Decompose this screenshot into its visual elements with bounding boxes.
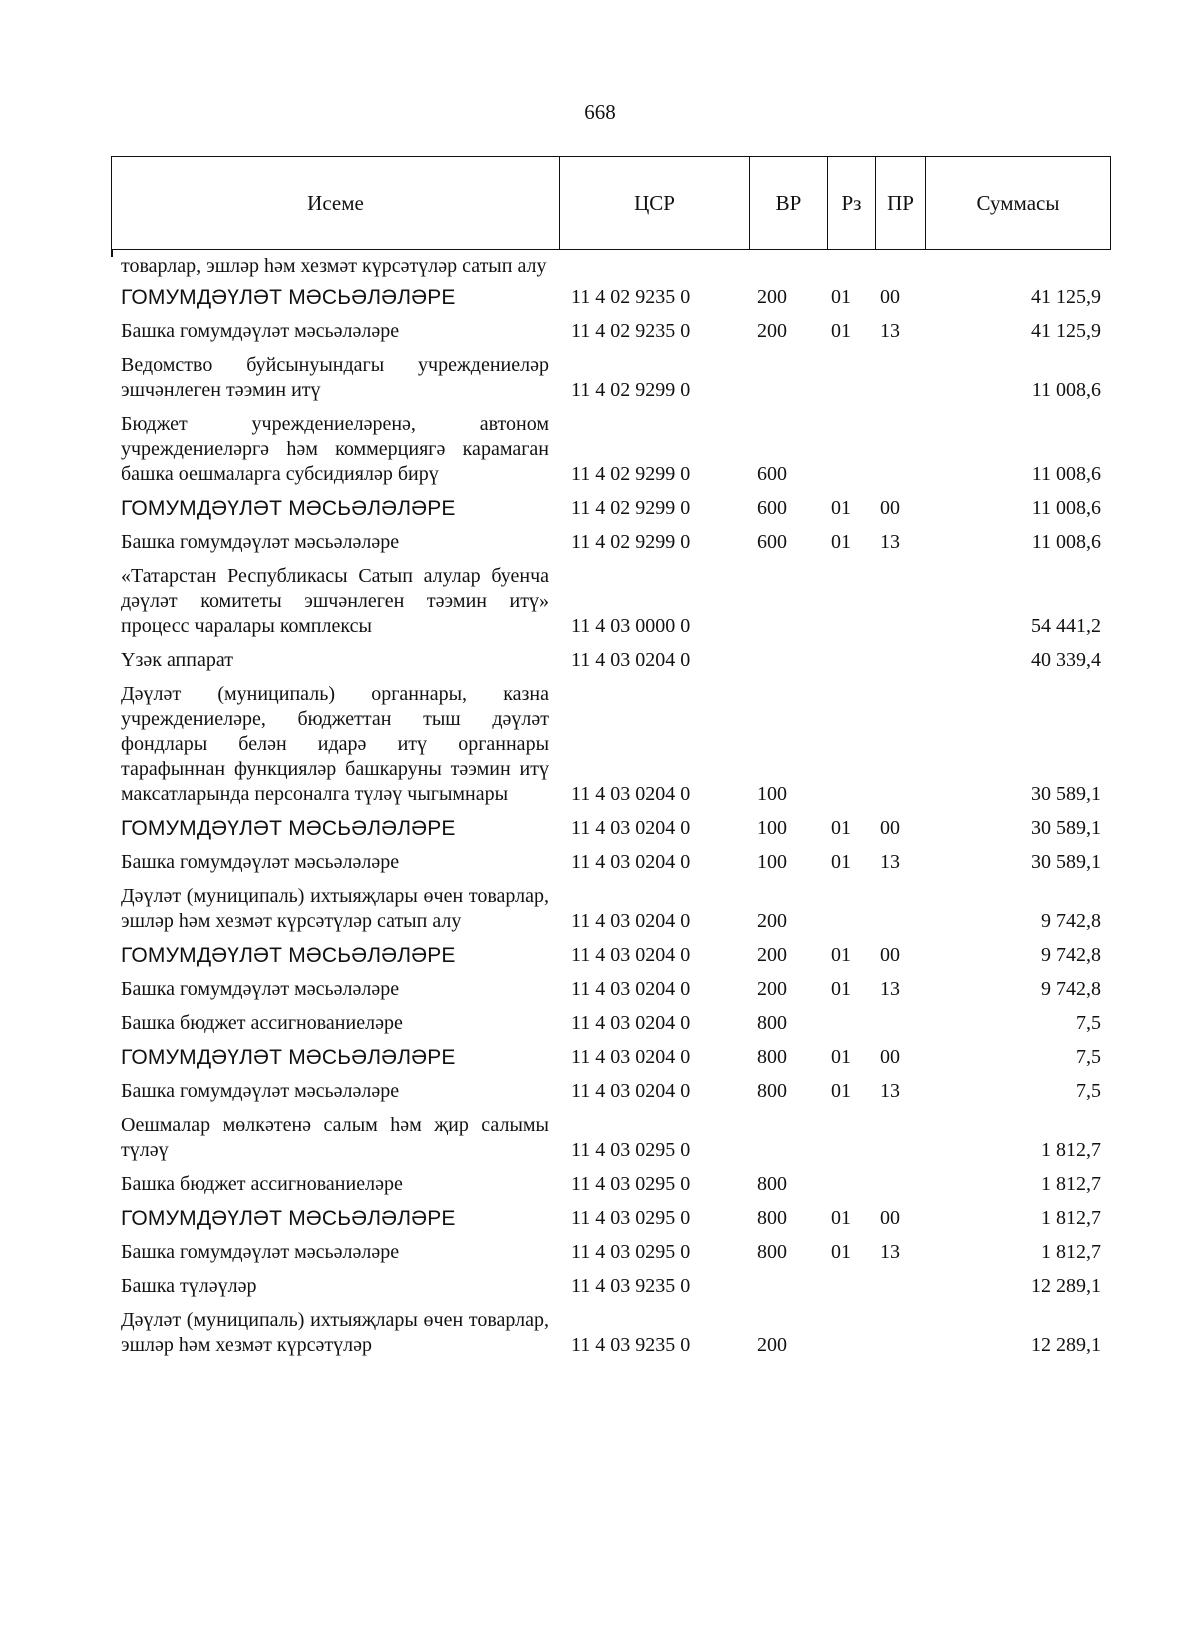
row-vr: 200 bbox=[757, 910, 787, 932]
row-sum: 11 008,6 bbox=[1031, 379, 1101, 401]
row-csr: 11 4 03 0204 0 bbox=[571, 851, 691, 873]
row-sum: 12 289,1 bbox=[1031, 1275, 1101, 1297]
row-name: Башка гомумдәүләт мәсьәләләре bbox=[121, 851, 400, 873]
row-name: Башка гомумдәүләт мәсьәләләре bbox=[121, 1080, 400, 1102]
row-sum: 9 742,8 bbox=[1041, 944, 1101, 966]
row-pr: 00 bbox=[880, 817, 900, 839]
row-sum: 41 125,9 bbox=[1031, 286, 1101, 308]
row-csr: 11 4 03 0204 0 bbox=[571, 1046, 691, 1068]
table-row bbox=[111, 977, 1111, 1002]
row-csr: 11 4 03 0204 0 bbox=[571, 1080, 691, 1102]
row-name: ГОМУМДӘҮЛӘТ МӘСЬӘЛӘЛӘРЕ bbox=[121, 1046, 456, 1069]
row-vr: 600 bbox=[757, 497, 787, 519]
row-rz: 01 bbox=[831, 944, 851, 966]
row-name: ГОМУМДӘҮЛӘТ МӘСЬӘЛӘЛӘРЕ bbox=[121, 944, 456, 967]
row-sum: 1 812,7 bbox=[1041, 1207, 1101, 1229]
row-sum: 54 441,2 bbox=[1031, 615, 1101, 637]
row-pr: 13 bbox=[880, 1080, 900, 1102]
row-sum: 11 008,6 bbox=[1031, 497, 1101, 519]
table-row bbox=[111, 816, 1111, 841]
table-row bbox=[111, 1045, 1111, 1070]
row-rz: 01 bbox=[831, 531, 851, 553]
row-vr: 800 bbox=[757, 1173, 787, 1195]
header-csr: ЦСР bbox=[560, 157, 750, 249]
table-header bbox=[111, 156, 1111, 250]
table-row bbox=[111, 884, 1111, 934]
row-csr: 11 4 02 9299 0 bbox=[571, 531, 691, 553]
table-row bbox=[111, 1113, 1111, 1163]
row-csr: 11 4 03 0295 0 bbox=[571, 1207, 691, 1229]
table-row bbox=[111, 353, 1111, 403]
row-vr: 100 bbox=[757, 817, 787, 839]
table-row bbox=[111, 1240, 1111, 1265]
row-name: Башка гомумдәүләт мәсьәләләре bbox=[121, 1241, 400, 1263]
row-pr: 13 bbox=[880, 978, 900, 1000]
row-sum: 7,5 bbox=[1076, 1080, 1101, 1102]
row-sum: 30 589,1 bbox=[1031, 783, 1101, 805]
row-name: Башка бюджет ассигнованиеләре bbox=[121, 1012, 403, 1034]
row-rz: 01 bbox=[831, 1080, 851, 1102]
row-csr: 11 4 03 0204 0 bbox=[571, 944, 691, 966]
row-name: Дәүләт (муниципаль) ихтыяҗлары өчен товарлар, эшләр һәм хезмәт күрсәтүләр bbox=[121, 1309, 549, 1356]
row-vr: 100 bbox=[757, 783, 787, 805]
row-vr: 800 bbox=[757, 1080, 787, 1102]
row-csr: 11 4 03 0204 0 bbox=[571, 978, 691, 1000]
row-sum: 11 008,6 bbox=[1031, 463, 1101, 485]
row-rz: 01 bbox=[831, 851, 851, 873]
row-pr: 00 bbox=[880, 286, 900, 308]
row-csr: 11 4 03 0295 0 bbox=[571, 1241, 691, 1263]
row-pr: 00 bbox=[880, 944, 900, 966]
row-rz: 01 bbox=[831, 286, 851, 308]
table-row bbox=[111, 1308, 1111, 1358]
row-csr: 11 4 03 9235 0 bbox=[571, 1334, 691, 1356]
table-row bbox=[111, 285, 1111, 310]
row-name: ГОМУМДӘҮЛӘТ МӘСЬӘЛӘЛӘРЕ bbox=[121, 497, 456, 520]
row-rz: 01 bbox=[831, 1046, 851, 1068]
table-row bbox=[111, 1206, 1111, 1231]
row-sum: 41 125,9 bbox=[1031, 320, 1101, 342]
row-sum: 1 812,7 bbox=[1041, 1241, 1101, 1263]
row-name: ГОМУМДӘҮЛӘТ МӘСЬӘЛӘЛӘРЕ bbox=[121, 286, 456, 309]
table-row bbox=[111, 1274, 1111, 1299]
row-name: Дәүләт (муниципаль) органнары, казна учреждениеләре, бюджеттан тыш дәүләт фондлары белән идарә итү органнары тарафыннан функцияләр башкаруны тәэмин итү максатларында персоналга түләү чыгымнары bbox=[121, 683, 549, 805]
row-sum: 1 812,7 bbox=[1041, 1139, 1101, 1161]
row-name: Башка гомумдәүләт мәсьәләләре bbox=[121, 531, 400, 553]
table-row bbox=[111, 319, 1111, 344]
row-vr: 800 bbox=[757, 1207, 787, 1229]
row-csr: 11 4 03 0204 0 bbox=[571, 783, 691, 805]
row-vr: 800 bbox=[757, 1012, 787, 1034]
row-rz: 01 bbox=[831, 978, 851, 1000]
row-sum: 9 742,8 bbox=[1041, 910, 1101, 932]
row-csr: 11 4 03 0000 0 bbox=[571, 615, 691, 637]
table-body bbox=[111, 254, 1111, 1367]
row-vr: 200 bbox=[757, 944, 787, 966]
table-row bbox=[111, 530, 1111, 555]
page-number: 668 bbox=[584, 100, 616, 124]
header-vr: ВР bbox=[750, 157, 828, 249]
row-sum: 7,5 bbox=[1076, 1012, 1101, 1034]
row-name: товарлар, эшләр һәм хезмәт күрсәтүләр сатып алу bbox=[121, 255, 547, 277]
table-row bbox=[111, 943, 1111, 968]
row-csr: 11 4 03 0204 0 bbox=[571, 649, 691, 671]
row-vr: 100 bbox=[757, 851, 787, 873]
row-sum: 9 742,8 bbox=[1041, 978, 1101, 1000]
row-name: Ведомство буйсынуындагы учреждениеләр эшчәнлеген тәэмин итү bbox=[121, 354, 549, 401]
row-csr: 11 4 03 0295 0 bbox=[571, 1173, 691, 1195]
row-name: Башка түләүләр bbox=[121, 1275, 257, 1297]
row-name: Үзәк аппарат bbox=[121, 649, 233, 671]
row-vr: 200 bbox=[757, 286, 787, 308]
row-rz: 01 bbox=[831, 320, 851, 342]
row-csr: 11 4 03 0204 0 bbox=[571, 817, 691, 839]
row-pr: 13 bbox=[880, 531, 900, 553]
row-vr: 200 bbox=[757, 1334, 787, 1356]
row-vr: 800 bbox=[757, 1046, 787, 1068]
row-pr: 13 bbox=[880, 1241, 900, 1263]
table-row bbox=[111, 564, 1111, 639]
row-csr: 11 4 02 9299 0 bbox=[571, 497, 691, 519]
row-sum: 12 289,1 bbox=[1031, 1334, 1101, 1356]
row-vr: 600 bbox=[757, 463, 787, 485]
row-name: Башка гомумдәүләт мәсьәләләре bbox=[121, 320, 400, 342]
row-name: Оешмалар мөлкәтенә салым һәм җир салымы түләү bbox=[121, 1114, 549, 1161]
row-name: ГОМУМДӘҮЛӘТ МӘСЬӘЛӘЛӘРЕ bbox=[121, 817, 456, 840]
row-rz: 01 bbox=[831, 1207, 851, 1229]
row-name: Башка гомумдәүләт мәсьәләләре bbox=[121, 978, 400, 1000]
row-rz: 01 bbox=[831, 497, 851, 519]
row-vr: 600 bbox=[757, 531, 787, 553]
row-csr: 11 4 03 9235 0 bbox=[571, 1275, 691, 1297]
row-csr: 11 4 03 0295 0 bbox=[571, 1139, 691, 1161]
header-pr: ПР bbox=[876, 157, 926, 249]
row-csr: 11 4 02 9299 0 bbox=[571, 379, 691, 401]
row-vr: 200 bbox=[757, 320, 787, 342]
row-csr: 11 4 02 9299 0 bbox=[571, 463, 691, 485]
row-sum: 7,5 bbox=[1076, 1046, 1101, 1068]
row-name: Дәүләт (муниципаль) ихтыяҗлары өчен товарлар, эшләр һәм хезмәт күрсәтүләр сатып алу bbox=[121, 885, 549, 932]
row-vr: 800 bbox=[757, 1241, 787, 1263]
row-vr: 200 bbox=[757, 978, 787, 1000]
row-sum: 30 589,1 bbox=[1031, 817, 1101, 839]
table-row bbox=[111, 254, 1111, 279]
row-name: Башка бюджет ассигнованиеләре bbox=[121, 1173, 403, 1195]
table-row bbox=[111, 1011, 1111, 1036]
header-name: Исеме bbox=[112, 157, 560, 249]
row-sum: 30 589,1 bbox=[1031, 851, 1101, 873]
table-row bbox=[111, 1079, 1111, 1104]
table-row bbox=[111, 1172, 1111, 1197]
row-pr: 00 bbox=[880, 1207, 900, 1229]
table-row bbox=[111, 682, 1111, 807]
row-sum: 11 008,6 bbox=[1031, 531, 1101, 553]
row-csr: 11 4 03 0204 0 bbox=[571, 1012, 691, 1034]
row-name: ГОМУМДӘҮЛӘТ МӘСЬӘЛӘЛӘРЕ bbox=[121, 1207, 456, 1230]
row-csr: 11 4 03 0204 0 bbox=[571, 910, 691, 932]
table-row bbox=[111, 412, 1111, 487]
row-rz: 01 bbox=[831, 1241, 851, 1263]
row-pr: 00 bbox=[880, 497, 900, 519]
row-pr: 13 bbox=[880, 851, 900, 873]
row-name: «Татарстан Республикасы Сатып алулар буенча дәүләт комитеты эшчәнлеген тәэмин итү» процесс чаралары комплексы bbox=[121, 565, 549, 637]
header-rz: Рз bbox=[828, 157, 876, 249]
row-csr: 11 4 02 9235 0 bbox=[571, 320, 691, 342]
table-row bbox=[111, 648, 1111, 673]
row-sum: 40 339,4 bbox=[1031, 649, 1101, 671]
table-row bbox=[111, 496, 1111, 521]
row-csr: 11 4 02 9235 0 bbox=[571, 286, 691, 308]
row-pr: 00 bbox=[880, 1046, 900, 1068]
row-pr: 13 bbox=[880, 320, 900, 342]
row-name: Бюджет учреждениеләренә, автоном учреждениеләргә һәм коммерциягә карамаган башка оешмаларга субсидияләр бирү bbox=[121, 413, 549, 485]
header-sum: Суммасы bbox=[976, 190, 1060, 215]
table-row bbox=[111, 850, 1111, 875]
row-rz: 01 bbox=[831, 817, 851, 839]
row-sum: 1 812,7 bbox=[1041, 1173, 1101, 1195]
